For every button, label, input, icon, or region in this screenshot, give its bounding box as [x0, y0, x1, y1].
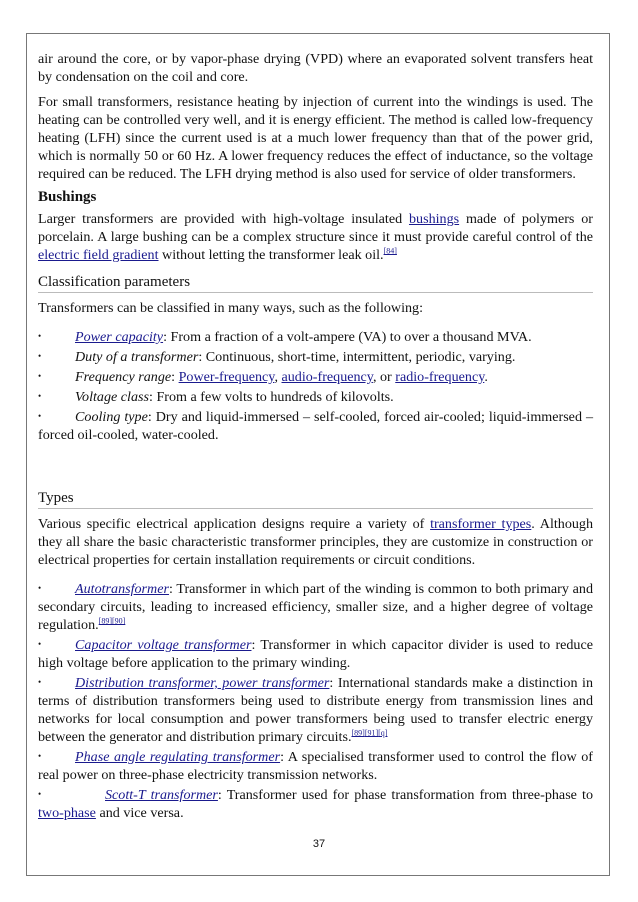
- list-item: •Capacitor voltage transformer: Transformer in which capacitor divider is used to reduce high voltage before application to the primary winding.: [38, 635, 593, 672]
- link-bushings[interactable]: bushings: [408, 211, 460, 227]
- list-item: •Cooling type: Dry and liquid-immersed – self-cooled, forced air-cooled; liquid-immersed – forced oil-cooled, water-cooled.: [38, 407, 593, 444]
- list-item: •Power capacity: From a fraction of a volt-ampere (VA) to over a thousand MVA.: [38, 327, 593, 346]
- bullet-icon: [38, 635, 75, 654]
- list-item: •Autotransformer: Transformer in which part of the winding is common to both primary and secondary circuits, leading to increased efficiency, smaller size, and a higher degree of voltage regulation.[89][90]: [38, 579, 593, 634]
- list-item: •Phase angle regulating transformer: A specialised transformer used to control the flow of real power on three-phase electricity transmission networks.: [38, 747, 593, 784]
- bullet-icon: [38, 387, 75, 406]
- link-power-capacity[interactable]: Power capacity: [75, 329, 164, 345]
- link-power-frequency[interactable]: Power-frequency: [178, 369, 275, 385]
- types-list: [38, 579, 593, 822]
- bullet-icon: [38, 673, 75, 692]
- reference-89[interactable]: [89]: [351, 728, 365, 738]
- bullet-icon: [38, 407, 75, 426]
- page-number: 37: [312, 838, 326, 850]
- link-capacitor-voltage-transformer[interactable]: Capacitor voltage transformer: [75, 637, 252, 653]
- paragraph-bushings: Larger transformers are provided with high-voltage insulated bushings made of polymers or porcelain. A large bushing can be a complex structure since it must provide careful control of the electric field gradient without letting the transformer leak oil.[84]: [38, 211, 593, 263]
- link-two-phase[interactable]: two-phase: [38, 805, 96, 821]
- bullet-icon: [38, 347, 75, 366]
- reference-q[interactable]: [q]: [378, 728, 388, 738]
- list-item: •Duty of a transformer: Continuous, short-time, intermittent, periodic, varying.: [38, 347, 593, 366]
- reference-90[interactable]: [90]: [112, 616, 126, 626]
- document-body: [38, 50, 593, 823]
- bullet-icon: [38, 747, 75, 766]
- bullet-icon: [38, 579, 75, 598]
- link-distribution-transformer[interactable]: Distribution transformer, power transformer: [75, 675, 330, 691]
- classification-list: [38, 327, 593, 444]
- bullet-icon: [38, 327, 75, 346]
- list-item: •Scott-T transformer: Transformer used for phase transformation from three-phase to two-phase and vice versa.: [38, 785, 593, 822]
- paragraph-lfh: For small transformers, resistance heating by injection of current into the windings is used. The heating can be controlled very well, and it is energy efficient. The method is called low-frequency heating (LFH) since the current used is at a much lower frequency than that of the power grid, which is normally 50 or 60 Hz. A lower frequency reduces the effect of inductance, so the voltage required can be reduced. The LFH drying method is also used for service of older transformers.: [38, 94, 593, 182]
- bushings-heading: Bushings: [38, 189, 97, 205]
- list-item: •Voltage class: From a few volts to hundreds of kilovolts.: [38, 387, 593, 406]
- link-phase-angle-regulating-transformer[interactable]: Phase angle regulating transformer: [75, 749, 281, 765]
- link-audio-frequency[interactable]: audio-frequency: [281, 369, 373, 385]
- link-autotransformer[interactable]: Autotransformer: [75, 581, 169, 597]
- link-radio-frequency[interactable]: radio-frequency: [395, 369, 485, 385]
- types-intro: Various specific electrical application designs require a variety of transformer types. Although they all share the basic characteristic transformer principles, they are customize in construction or electrical properties for certain installation requirements or circuit conditions.: [38, 516, 594, 568]
- paragraph-vpd: air around the core, or by vapor-phase drying (VPD) where an evaporated solvent transfers heat by condensation on the coil and core.: [38, 51, 593, 85]
- bullet-icon: [38, 785, 105, 804]
- link-electric-field-gradient[interactable]: electric field gradient: [38, 247, 159, 263]
- bullet-icon: [38, 367, 75, 386]
- reference-89[interactable]: [89]: [98, 616, 112, 626]
- list-item: •Distribution transformer, power transformer: International standards make a distinction in terms of distribution transformers being used to distribute energy from transmission lines and networks for local consumption and power transformers being used to transfer electric energy between the generator and distribution primary circuits.[89][91][q]: [38, 673, 593, 746]
- reference-84[interactable]: [84]: [383, 246, 397, 256]
- reference-91[interactable]: [91]: [364, 728, 379, 738]
- classification-heading: Classification parameters: [38, 273, 593, 293]
- classification-intro: Transformers can be classified in many ways, such as the following:: [38, 300, 424, 316]
- list-item: •Frequency range: Power-frequency, audio-frequency, or radio-frequency.: [38, 367, 593, 386]
- link-scott-t-transformer[interactable]: Scott-T transformer: [105, 787, 218, 803]
- link-transformer-types[interactable]: transformer types: [430, 516, 532, 532]
- types-heading: Types: [38, 489, 593, 509]
